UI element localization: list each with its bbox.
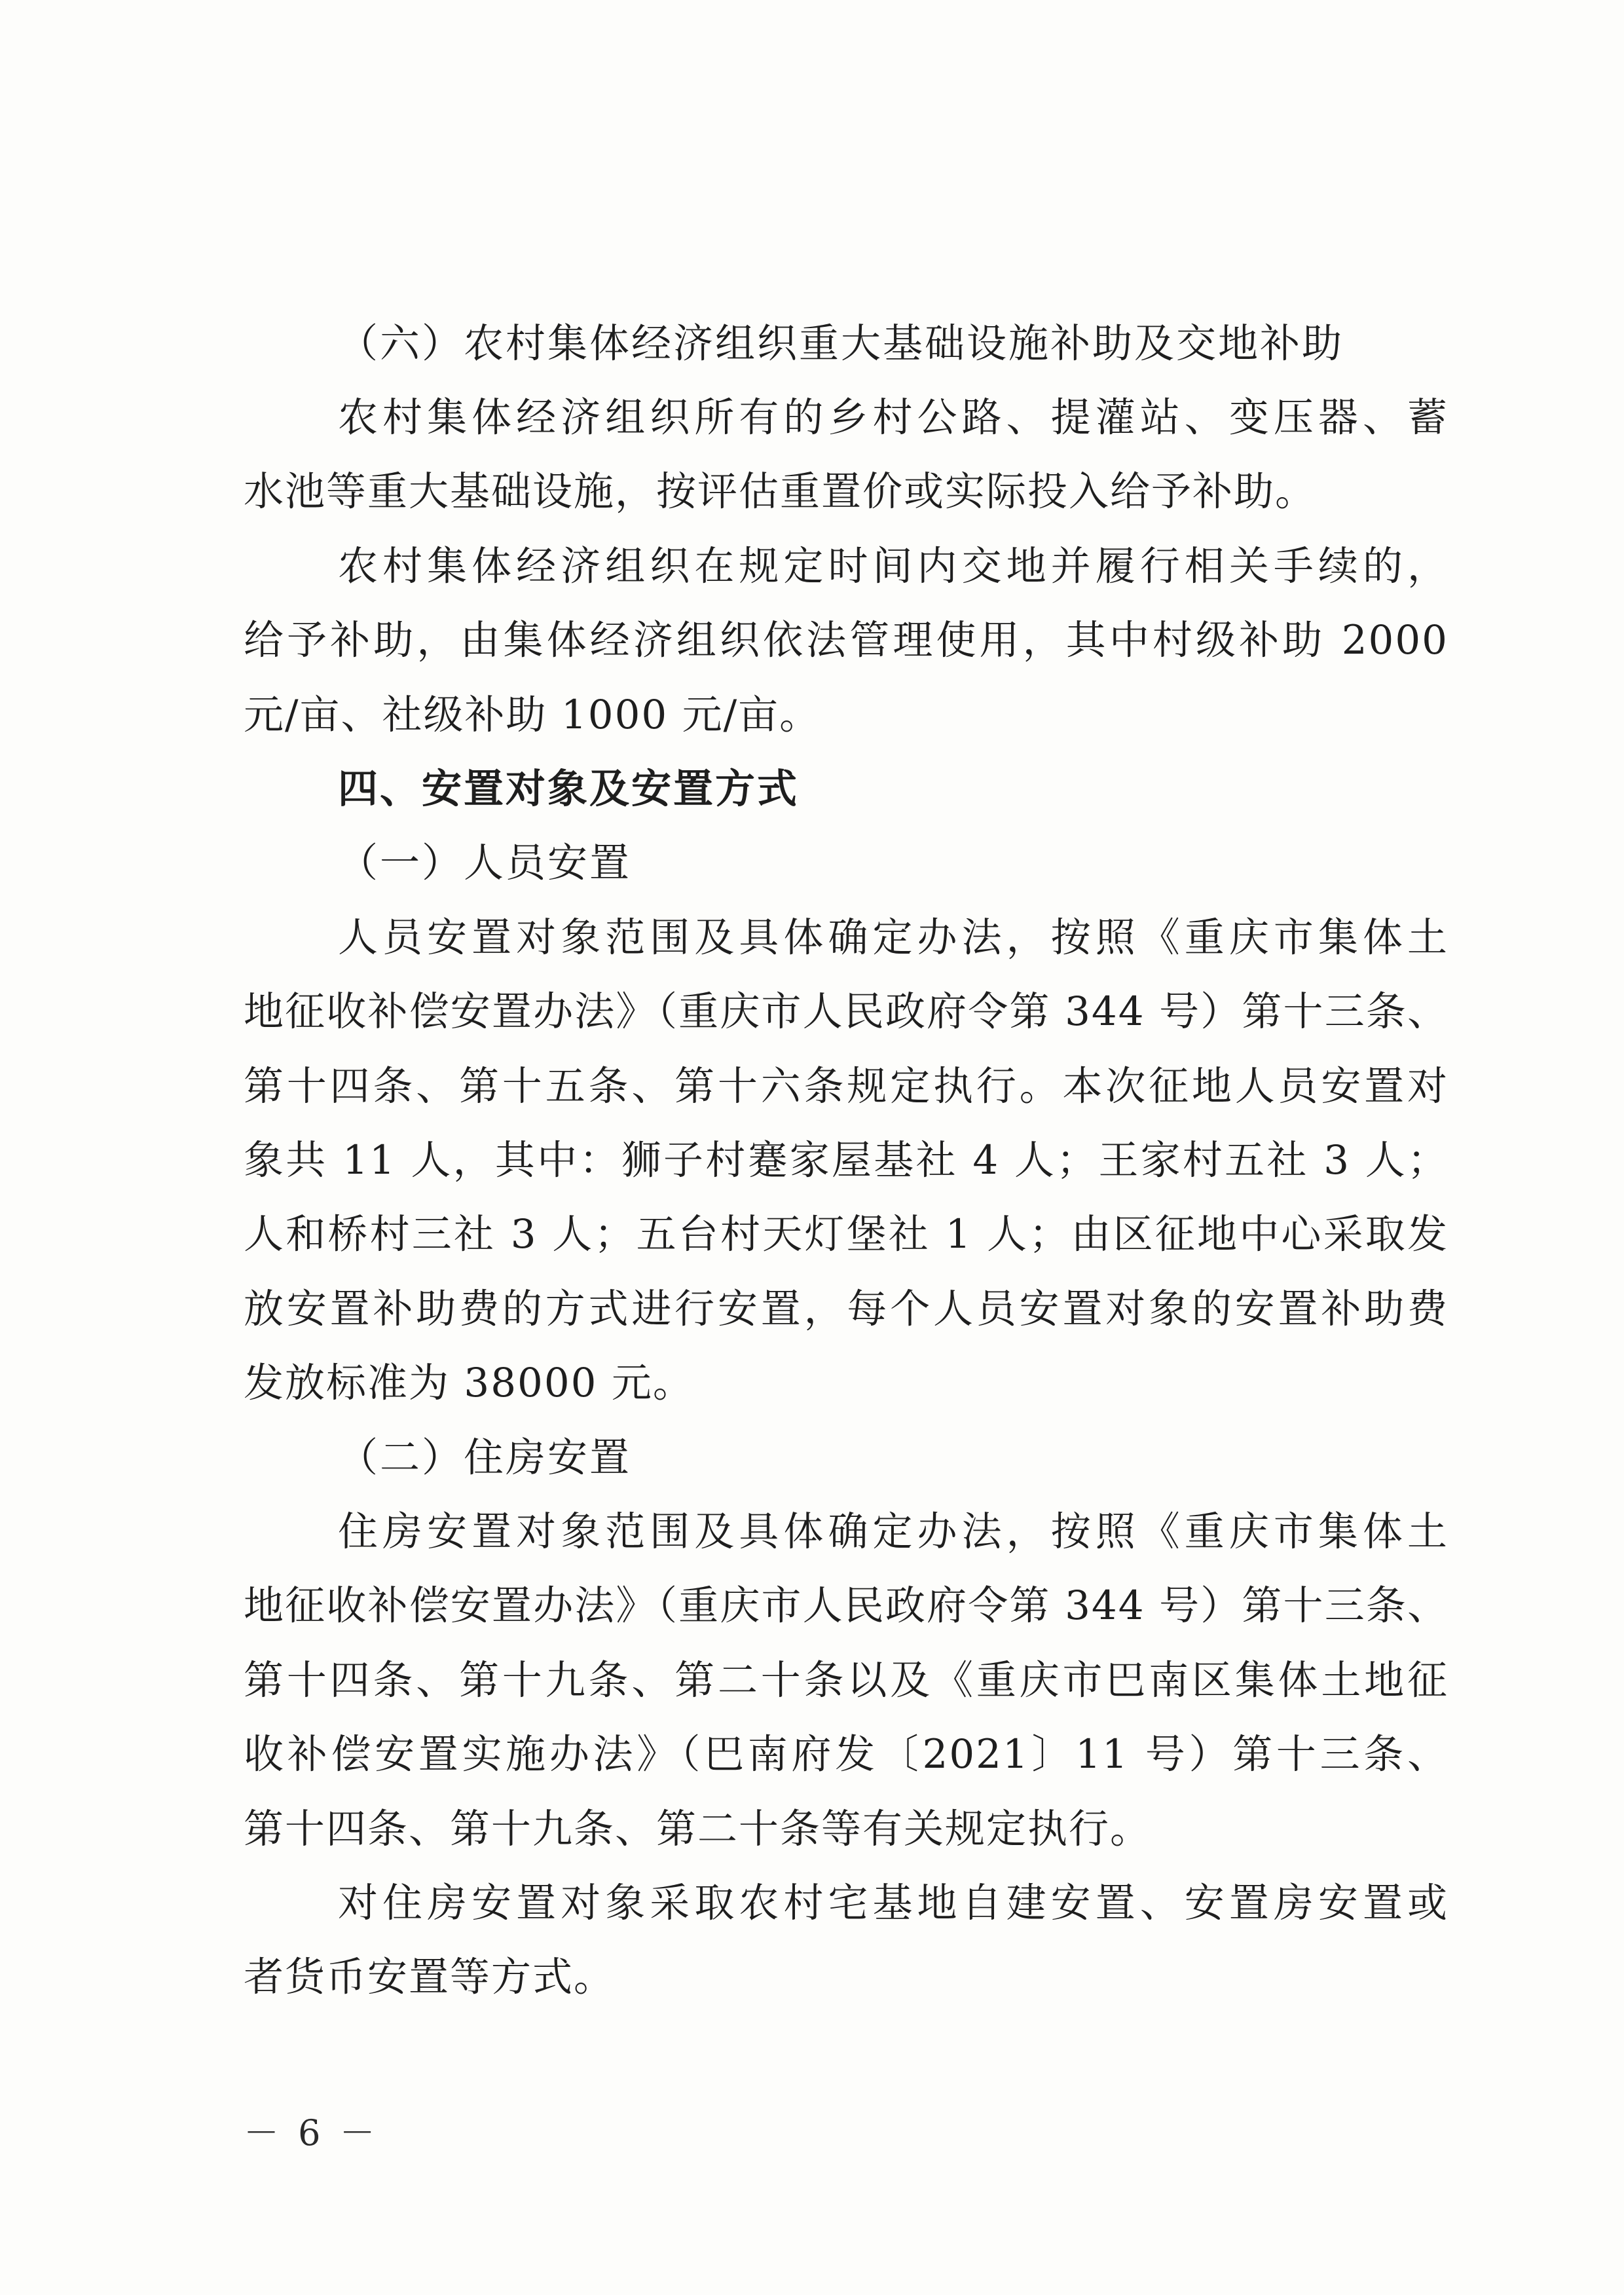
paragraph-line: 人和桥村三社 3 人；五台村天灯堡社 1 人；由区征地中心采取发 <box>244 1211 1449 1258</box>
paragraph-line: 住房安置对象范围及具体确定办法，按照《重庆市集体土 <box>338 1508 1449 1555</box>
paragraph-line: 农村集体经济组织在规定时间内交地并履行相关手续的， <box>338 543 1449 589</box>
paragraph-line: 第十四条、第十五条、第十六条规定执行。本次征地人员安置对 <box>244 1063 1449 1110</box>
paragraph-line: 地征收补偿安置办法》（重庆市人民政府令第 344 号）第十三条、 <box>244 988 1449 1035</box>
paragraph-line: 水池等重大基础设施，按评估重置价或实际投入给予补助。 <box>244 468 1317 515</box>
paragraph-line: 农村集体经济组织所有的乡村公路、提灌站、变压器、蓄 <box>338 394 1449 441</box>
paragraph-line: 给予补助，由集体经济组织依法管理使用，其中村级补助 2000 <box>244 617 1449 663</box>
paragraph-line: 人员安置对象范围及具体确定办法，按照《重庆市集体土 <box>338 914 1449 961</box>
paragraph-line: 者货币安置等方式。 <box>244 1954 616 2000</box>
subheading-six: （六）农村集体经济组织重大基础设施补助及交地补助 <box>338 320 1344 367</box>
page-number: － 6 － <box>244 2112 379 2154</box>
paragraph-line: 放安置补助费的方式进行安置，每个人员安置对象的安置补助费 <box>244 1286 1449 1332</box>
paragraph-line: 发放标准为 38000 元。 <box>244 1360 694 1406</box>
section-heading: 四、安置对象及安置方式 <box>338 766 800 812</box>
paragraph-line: 象共 11 人，其中：狮子村蹇家屋基社 4 人；王家村五社 3 人； <box>244 1137 1449 1184</box>
subheading-one: （一）人员安置 <box>338 840 632 886</box>
paragraph-line: 元/亩、社级补助 1000 元/亩。 <box>244 692 821 738</box>
subheading-two: （二）住房安置 <box>338 1434 632 1481</box>
paragraph-line: 收补偿安置实施办法》（巴南府发〔2021〕11 号）第十三条、 <box>244 1731 1449 1778</box>
paragraph-line: 地征收补偿安置办法》（重庆市人民政府令第 344 号）第十三条、 <box>244 1582 1449 1629</box>
paragraph-line: 第十四条、第十九条、第二十条等有关规定执行。 <box>244 1806 1152 1852</box>
paragraph-line: 第十四条、第十九条、第二十条以及《重庆市巴南区集体土地征 <box>244 1657 1449 1704</box>
paragraph-line: 对住房安置对象采取农村宅基地自建安置、安置房安置或 <box>338 1880 1449 1926</box>
